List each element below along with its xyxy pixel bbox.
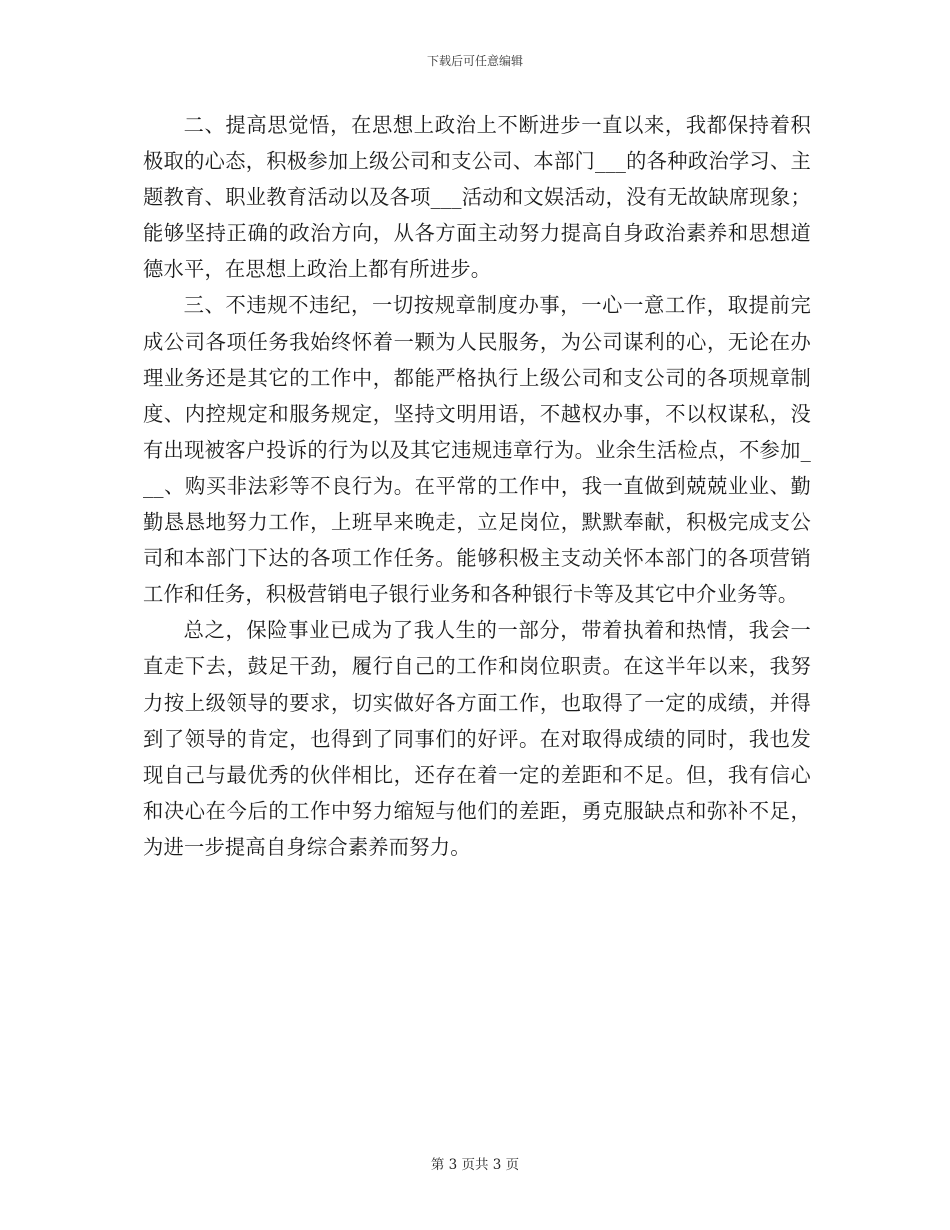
paragraph-political-awareness: 二、提高思觉悟，在思想上政治上不断进步一直以来，我都保持着积极取的心态，积极参加上级公司和支公司、本部门___的各种政治学习、主题教育、职业教育活动以及各项___活动和文娱活动，没有无故缺席现象；能够坚持正确的政治方向，从各方面主动努力提高自身政治素养和思想道德水平，在思想上政治上都有所进步。 (143, 113, 811, 282)
paragraph-discipline: 三、不违规不违纪，一切按规章制度办事，一心一意工作，取提前完成公司各项任务我始终怀着一颗为人民服务，为公司谋利的心，无论在办理业务还是其它的工作中，都能严格执行上级公司和支公司的各项规章制度、内控规定和服务规定，坚持文明用语，不越权办事，不以权谋私，没有出现被客户投诉的行为以及其它违规违章行为。业余生活检点，不参加___、购买非法彩等不良行为。在平常的工作中，我一直做到兢兢业业、勤勤恳恳地努力工作，上班早来晚走，立足岗位，默默奉献，积极完成支公司和本部门下达的各项工作任务。能够积极主支动关怀本部门的各项营销工作和任务，积极营销电子银行业务和各种银行卡等及其它中介业务等。 (143, 293, 811, 607)
document-body (143, 107, 811, 865)
page-number: 第 3 页共 3 页 (430, 1157, 520, 1173)
page-header: 下载后可任意编辑 (426, 54, 523, 68)
paragraph-conclusion: 总之，保险事业已成为了我人生的一部分，带着执着和热情，我会一直走下去，鼓足干劲，履行自己的工作和岗位职责。在这半年以来，我努力按上级领导的要求，切实做好各方面工作，也取得了一定的成绩，并得到了领导的肯定，也得到了同事们的好评。在对取得成绩的同时，我也发现自己与最优秀的伙伴相比，还存在着一定的差距和不足。但，我有信心和决心在今后的工作中努力缩短与他们的差距，勇克服缺点和弥补不足，为进一步提高自身综合素养而努力。 (143, 618, 811, 859)
